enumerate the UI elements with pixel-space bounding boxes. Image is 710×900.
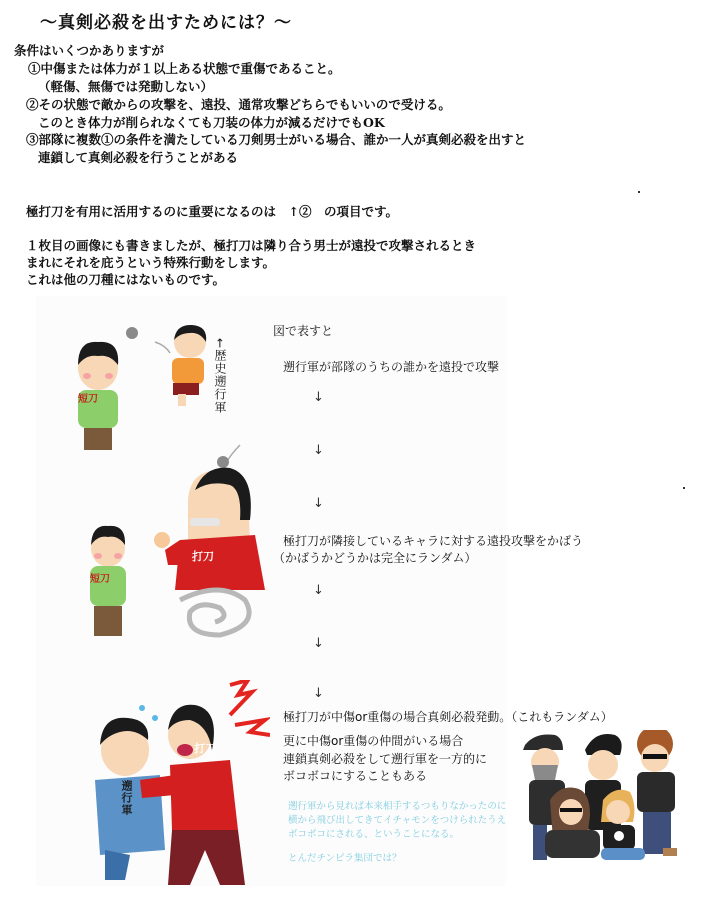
flow-step-2-note: （かばうかどうかは完全にランダム）: [273, 551, 477, 565]
tanto-label: 短刀: [78, 394, 98, 405]
flow-step-2: 極打刀が隣接しているキャラに対する遠投攻撃をかばう: [283, 534, 584, 548]
page-title: ～真剣必殺を出すためには？～: [40, 13, 292, 33]
explanation-line-3: これは他の刀種にはないものです。: [26, 272, 226, 287]
enemy-label: ←歴史遡行軍: [213, 338, 227, 415]
illustration-thug-group: [515, 730, 705, 870]
stray-dot: [638, 191, 640, 193]
condition-2: ②その状態で敵からの攻撃を、遠投、通常攻撃どちらでもいいので受ける。: [26, 97, 451, 112]
flow-step-3: 極打刀が中傷or重傷の場合真剣必殺発動。（これもランダム）: [283, 710, 613, 724]
illustration-uchigatana-attack: [80, 680, 270, 890]
explanation-line-1: １枚目の画像にも書きましたが、極打刀は隣り合う男士が遠投で攻撃されるとき: [26, 238, 477, 253]
diagram-heading: 図で表すと: [273, 324, 334, 338]
condition-2-note: このとき体力が削られなくても刀装の体力が減るだけでもOK: [38, 115, 385, 130]
condition-1-note: （軽傷、無傷では発動しない）: [38, 79, 214, 94]
flow-arrow-3: ↓: [313, 496, 324, 511]
illustration-uchigatana-shielding: [70, 440, 280, 640]
uchigatana-label-2: 打刀: [194, 742, 216, 755]
uchigatana-label: 打刀: [192, 550, 214, 563]
flow-arrow-1: ↓: [313, 390, 324, 405]
flow-step-4-line-2: 連鎖真剣必殺をして遡行軍を一方的に: [283, 752, 488, 766]
conditions-intro: 条件はいくつかありますが: [14, 43, 165, 58]
stray-dot-2: [683, 487, 685, 489]
side-note-punchline: とんだチンピラ集団では？: [288, 853, 402, 864]
flow-arrow-2: ↓: [313, 443, 324, 458]
side-note-line-2: 横から飛び出してきてイチャモンをつけられたうえ: [288, 815, 507, 826]
flow-step-4-line-1: 更に中傷or重傷の仲間がいる場合: [283, 734, 464, 748]
enemy-shirt-label: 遡行軍: [120, 780, 133, 816]
flow-step-1: 遡行軍が部隊のうちの誰かを遠投で攻撃: [283, 360, 500, 374]
flow-step-4-line-3: ボコボコにすることもある: [283, 769, 428, 783]
condition-3: ③部隊に複数①の条件を満たしている刀剣男士がいる場合、誰か一人が真剣必殺を出すと: [26, 132, 527, 147]
flow-arrow-4: ↓: [313, 583, 324, 598]
side-note-line-1: 遡行軍から見れば本来相手するつもりなかったのに: [288, 801, 507, 812]
side-note-line-3: ボコボコにされる、ということになる。: [288, 829, 460, 840]
condition-1: ①中傷または体力が１以上ある状態で重傷であること。: [28, 61, 341, 76]
important-line: 極打刀を有用に活用するのに重要になるのは ↑② の項目です。: [26, 204, 398, 219]
condition-3-cont: 連鎖して真剣必殺を行うことがある: [38, 150, 239, 165]
explanation-line-2: まれにそれを庇うという特殊行動をします。: [26, 255, 276, 270]
flow-arrow-5: ↓: [313, 636, 324, 651]
tanto-label-2: 短刀: [90, 574, 110, 585]
flow-arrow-6: ↓: [313, 686, 324, 701]
